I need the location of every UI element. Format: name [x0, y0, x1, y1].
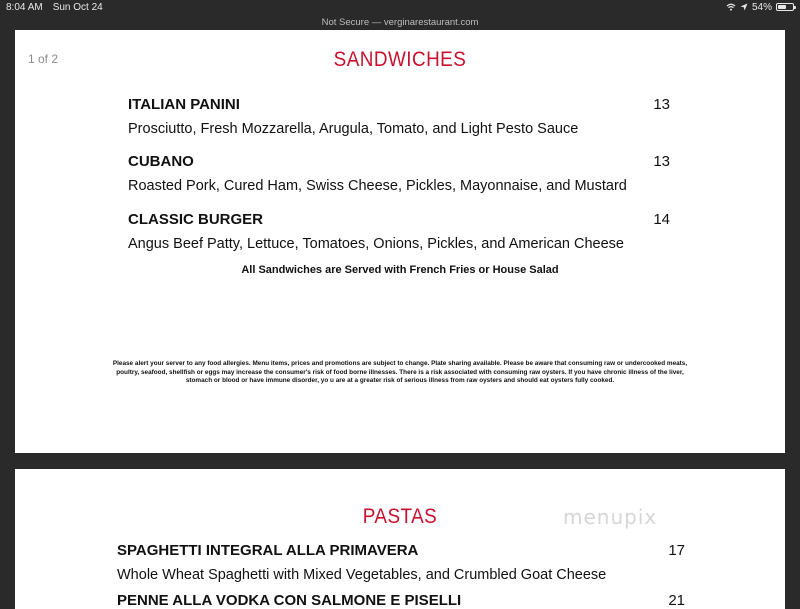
menu-item-name: ITALIAN PANINI — [128, 96, 240, 113]
status-left — [6, 2, 103, 13]
allergy-disclaimer: Please alert your server to any food allergies. Menu items, prices and promotions are subject to change. Plate sharing available. Please be aware that consuming raw or undercooked meats, poultry, seafood, shellfish or eggs may increase the consumer's risk of food borne illnesses. There is a risk associated with consuming raw oysters. If you have chronic illness of the liver, stomach or blood or have immune disorder, yo u are at a greater risk of serious illness from raw oysters and should eat oysters fully cooked. — [112, 360, 688, 384]
address-text: Not Secure — verginarestaurant.com — [321, 16, 479, 28]
battery-percent: 54% — [751, 1, 772, 13]
menu-item-price: 14 — [653, 211, 670, 228]
sandwiches-title: SANDWICHES — [333, 48, 467, 71]
battery-icon — [776, 3, 794, 11]
menu-item-name: PENNE ALLA VODKA CON SALMONE E PISELLI — [117, 592, 462, 609]
menu-item-name: SPAGHETTI INTEGRAL ALLA PRIMAVERA — [117, 542, 419, 559]
status-date: Sun Oct 24 — [52, 1, 103, 13]
menu-item-price: 13 — [653, 153, 670, 170]
pastas-title: PASTAS — [362, 505, 438, 528]
pdf-page-2 — [15, 469, 785, 609]
address-bar[interactable] — [0, 14, 800, 30]
location-arrow-icon — [740, 3, 748, 11]
battery-level-fill — [778, 5, 786, 9]
menu-item-description: Prosciutto, Fresh Mozzarella, Arugula, Tomato, and Light Pesto Sauce — [128, 121, 579, 137]
status-bar — [0, 0, 800, 14]
status-right — [726, 2, 794, 13]
menu-item-name: CUBANO — [128, 153, 194, 170]
menu-item-description: Roasted Pork, Cured Ham, Swiss Cheese, Pickles, Mayonnaise, and Mustard — [128, 178, 627, 194]
menu-item-name: CLASSIC BURGER — [128, 211, 264, 228]
menupix-watermark: menupix — [563, 505, 658, 529]
status-time: 8:04 AM — [6, 1, 43, 13]
wifi-icon — [726, 3, 736, 11]
page-counter: 1 of 2 — [28, 52, 59, 66]
menu-item-price: 13 — [653, 96, 670, 113]
pdf-page-1 — [15, 30, 785, 453]
sandwiches-served-note: All Sandwiches are Served with French Fries or House Salad — [241, 264, 559, 276]
menu-item-price: 17 — [668, 542, 685, 559]
menu-item-description: Angus Beef Patty, Lettuce, Tomatoes, Onions, Pickles, and American Cheese — [128, 236, 624, 252]
menu-item-price: 21 — [668, 592, 685, 609]
menu-item-description: Whole Wheat Spaghetti with Mixed Vegetables, and Crumbled Goat Cheese — [117, 567, 607, 583]
